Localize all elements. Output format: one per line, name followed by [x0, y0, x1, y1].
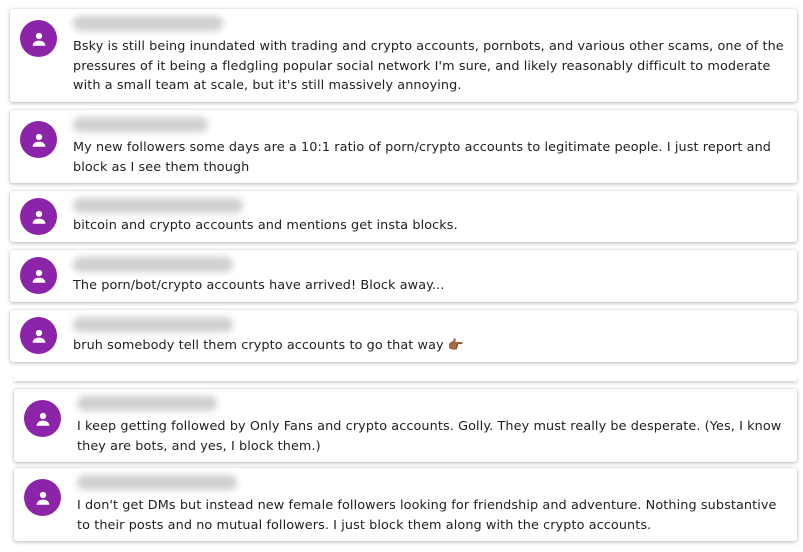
post-card[interactable]: [10, 110, 797, 183]
post-text: bitcoin and crypto accounts and mentions get insta blocks.: [73, 218, 458, 233]
blurred-author-name: [73, 317, 233, 332]
post-card[interactable]: [10, 9, 797, 102]
person-icon: [30, 267, 48, 285]
post-text: I keep getting followed by Only Fans and crypto accounts. Golly. They must really be desperate. (Yes, I know they are bots, and yes, I block them.): [77, 419, 782, 454]
blurred-author-name: [73, 16, 223, 31]
post-card[interactable]: [10, 310, 797, 362]
person-icon: [30, 131, 48, 149]
section-divider: [14, 375, 797, 381]
avatar[interactable]: [20, 121, 57, 158]
avatar[interactable]: [24, 400, 61, 437]
post-text: bruh somebody tell them crypto accounts to go that way 👉🏾: [73, 338, 464, 353]
blurred-author-name: [73, 117, 208, 132]
person-icon: [30, 208, 48, 226]
avatar[interactable]: [20, 198, 57, 235]
post-card[interactable]: [10, 250, 797, 302]
post-text: The porn/bot/crypto accounts have arrived! Block away...: [73, 278, 445, 293]
avatar[interactable]: [24, 479, 61, 516]
blurred-author-name: [77, 396, 217, 411]
post-card[interactable]: [14, 468, 797, 541]
blurred-author-name: [73, 198, 243, 213]
blurred-author-name: [77, 475, 237, 490]
post-text: My new followers some days are a 10:1 ratio of porn/crypto accounts to legitimate people. I just report and block as I see them though: [73, 140, 772, 175]
post-text: Bsky is still being inundated with trading and crypto accounts, pornbots, and various other scams, one of the pressures of it being a fledgling popular social network I'm sure, and likely reasonably difficult to moderate with a small team at scale, but it's still massively annoying.: [73, 39, 784, 93]
person-icon: [30, 30, 48, 48]
person-icon: [30, 327, 48, 345]
person-icon: [34, 410, 52, 428]
person-icon: [34, 489, 52, 507]
avatar[interactable]: [20, 20, 57, 57]
avatar[interactable]: [20, 317, 57, 354]
post-text: I don't get DMs but instead new female followers looking for friendship and adventure. Nothing substantive to their posts and no mutual followers. I just block them along with the crypto accounts.: [77, 498, 777, 533]
blurred-author-name: [73, 257, 233, 272]
post-card[interactable]: [10, 191, 797, 242]
post-card[interactable]: [14, 389, 797, 462]
avatar[interactable]: [20, 257, 57, 294]
